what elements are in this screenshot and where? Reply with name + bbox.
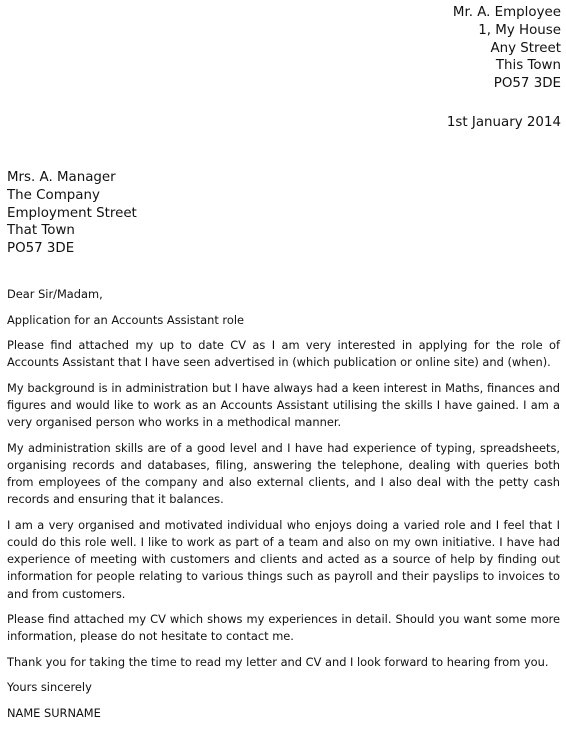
sender-address-line: This Town xyxy=(495,58,561,74)
recipient-address xyxy=(7,169,137,258)
recipient-postcode: PO57 3DE xyxy=(7,241,75,257)
body-paragraph: My administration skills are of a good level and I have had experience of typing, spreadsheets, organising records and databases, filing, answering the telephone, dealing with queries both from employees of the company and also external clients, and I also deal with the petty cash records and ensuring that it balances. xyxy=(7,440,560,507)
body-paragraph: I am a very organised and motivated individual who enjoys doing a varied role and I feel that I could do this role well. I like to work as part of a team and also on my own initiative. I have had experience of meeting with customers and clients and acted as a source of help by finding out information for people relating to various things such as payroll and their payslips to invoices to and from customers. xyxy=(7,517,560,601)
recipient-address-line: That Town xyxy=(7,223,75,239)
signature: NAME SURNAME xyxy=(7,705,101,720)
subject-line: Application for an Accounts Assistant role xyxy=(7,312,245,327)
body-paragraph: My background is in administration but I have always had a keen interest in Maths, finances and figures and would like to work as an Accounts Assistant utilising the skills I have gained. I am a very organised person who works in a methodical manner. xyxy=(7,380,560,430)
recipient-address-line: Employment Street xyxy=(7,205,137,221)
closing: Yours sincerely xyxy=(7,680,92,695)
body-paragraph: Thank you for taking the time to read my letter and CV and I look forward to hearing from you. xyxy=(7,654,549,669)
salutation: Dear Sir/Madam, xyxy=(7,287,103,301)
sender-address xyxy=(453,4,561,93)
sender-name: Mr. A. Employee xyxy=(452,5,561,20)
sender-address-line: Any Street xyxy=(490,40,561,56)
letter-body xyxy=(7,286,560,730)
recipient-name: Mrs. A. Manager xyxy=(7,170,116,185)
sender-address-line: 1, My House xyxy=(478,22,561,38)
body-paragraph: Please find attached my up to date CV as I am very interested in applying for the role of Accounts Assistant that I have seen advertised in (which publication or online site) and (when). xyxy=(7,338,560,370)
letter-date: 1st January 2014 xyxy=(446,115,561,130)
recipient-address-line: The Company xyxy=(7,187,100,203)
body-paragraph: Please find attached my CV which shows my experiences in detail. Should you want some more information, please do not hesitate to contact me. xyxy=(7,612,560,644)
sender-postcode: PO57 3DE xyxy=(493,76,561,92)
